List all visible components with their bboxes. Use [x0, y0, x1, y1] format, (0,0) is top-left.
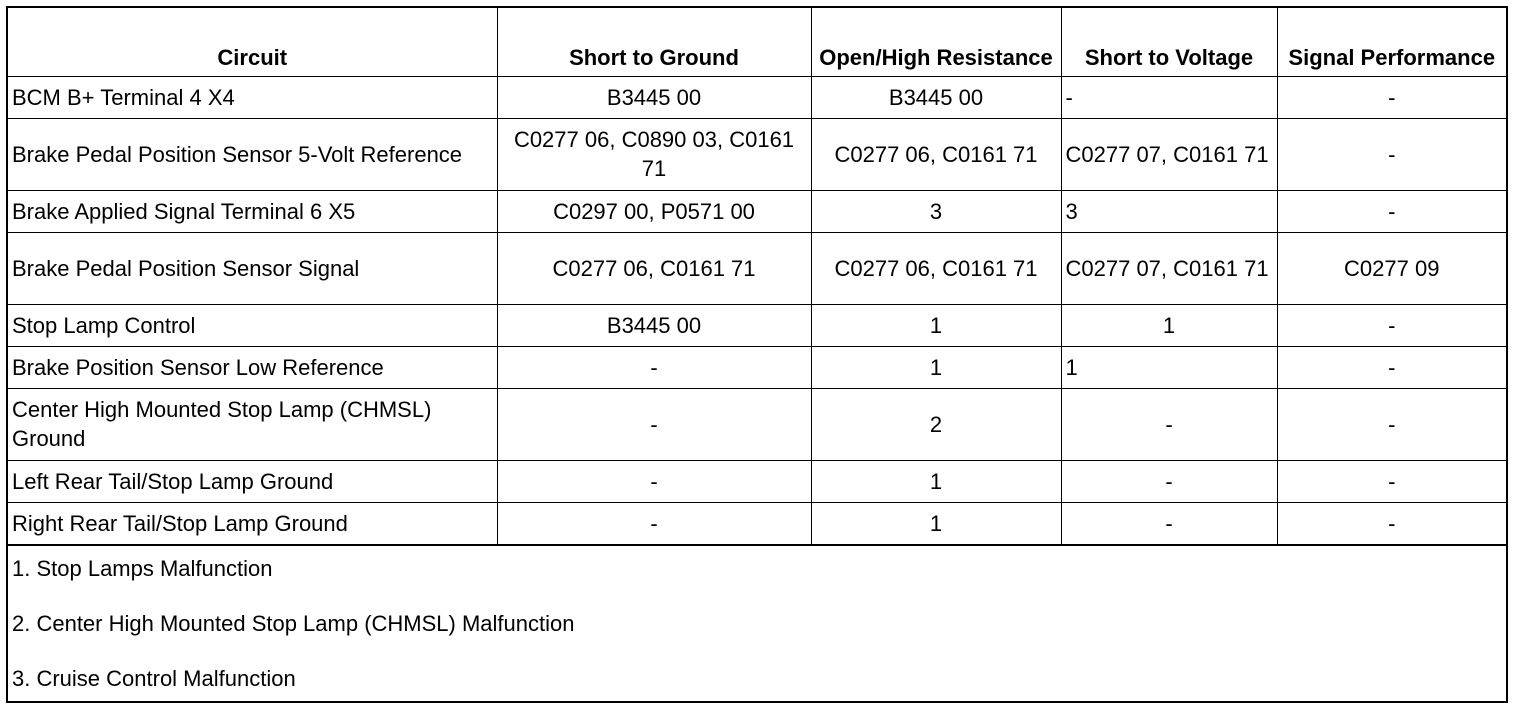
cell-open-high-resistance: 1 [811, 304, 1061, 346]
cell-circuit: Brake Pedal Position Sensor 5-Volt Reference [8, 118, 497, 190]
table-row [8, 502, 1506, 544]
header-signal-performance: Signal Performance [1277, 8, 1506, 76]
cell-circuit: Brake Position Sensor Low Reference [8, 346, 497, 388]
header-open-high-resistance: Open/High Resistance [811, 8, 1061, 76]
table-row [8, 190, 1506, 232]
cell-signal-performance: - [1277, 460, 1506, 502]
table-row [8, 460, 1506, 502]
cell-short-to-ground: B3445 00 [497, 304, 811, 346]
header-short-to-ground: Short to Ground [497, 8, 811, 76]
table-row [8, 304, 1506, 346]
cell-signal-performance: - [1277, 346, 1506, 388]
cell-short-to-voltage: - [1061, 76, 1277, 118]
cell-short-to-voltage: - [1061, 502, 1277, 544]
cell-short-to-ground: C0297 00, P0571 00 [497, 190, 811, 232]
cell-open-high-resistance: C0277 06, C0161 71 [811, 232, 1061, 304]
cell-short-to-ground: C0277 06, C0161 71 [497, 232, 811, 304]
header-short-to-voltage: Short to Voltage [1061, 8, 1277, 76]
table-row [8, 118, 1506, 190]
cell-circuit: Stop Lamp Control [8, 304, 497, 346]
footnote: 2. Center High Mounted Stop Lamp (CHMSL) Malfunction [12, 610, 575, 636]
cell-open-high-resistance: B3445 00 [811, 76, 1061, 118]
dtc-table [8, 8, 1506, 545]
cell-signal-performance: C0277 09 [1277, 232, 1506, 304]
cell-open-high-resistance: 1 [811, 460, 1061, 502]
table-row [8, 232, 1506, 304]
cell-open-high-resistance: C0277 06, C0161 71 [811, 118, 1061, 190]
cell-short-to-voltage: 1 [1061, 346, 1277, 388]
cell-short-to-voltage: - [1061, 388, 1277, 460]
cell-signal-performance: - [1277, 388, 1506, 460]
dtc-table-container [6, 6, 1508, 703]
header-row [8, 8, 1506, 76]
footnote: 3. Cruise Control Malfunction [12, 665, 296, 691]
table-row [8, 388, 1506, 460]
cell-signal-performance: - [1277, 190, 1506, 232]
cell-open-high-resistance: 2 [811, 388, 1061, 460]
cell-short-to-ground: B3445 00 [497, 76, 811, 118]
cell-short-to-voltage: 3 [1061, 190, 1277, 232]
cell-short-to-ground: - [497, 388, 811, 460]
table-row [8, 346, 1506, 388]
cell-short-to-voltage: 1 [1061, 304, 1277, 346]
cell-circuit: Left Rear Tail/Stop Lamp Ground [8, 460, 497, 502]
cell-short-to-ground: - [497, 502, 811, 544]
cell-short-to-voltage: C0277 07, C0161 71 [1061, 232, 1277, 304]
cell-signal-performance: - [1277, 502, 1506, 544]
cell-open-high-resistance: 1 [811, 346, 1061, 388]
cell-short-to-voltage: - [1061, 460, 1277, 502]
table-row [8, 76, 1506, 118]
footnote: 1. Stop Lamps Malfunction [12, 555, 273, 581]
cell-short-to-ground: - [497, 346, 811, 388]
cell-short-to-ground: C0277 06, C0890 03, C0161 71 [497, 118, 811, 190]
header-circuit: Circuit [8, 8, 497, 76]
footnotes [8, 545, 1506, 693]
cell-circuit: Right Rear Tail/Stop Lamp Ground [8, 502, 497, 544]
cell-signal-performance: - [1277, 118, 1506, 190]
cell-open-high-resistance: 3 [811, 190, 1061, 232]
cell-signal-performance: - [1277, 304, 1506, 346]
cell-open-high-resistance: 1 [811, 502, 1061, 544]
cell-short-to-voltage: C0277 07, C0161 71 [1061, 118, 1277, 190]
cell-short-to-ground: - [497, 460, 811, 502]
cell-circuit: BCM B+ Terminal 4 X4 [8, 76, 497, 118]
cell-signal-performance: - [1277, 76, 1506, 118]
cell-circuit: Center High Mounted Stop Lamp (CHMSL) Ground [8, 388, 497, 460]
cell-circuit: Brake Applied Signal Terminal 6 X5 [8, 190, 497, 232]
cell-circuit: Brake Pedal Position Sensor Signal [8, 232, 497, 304]
